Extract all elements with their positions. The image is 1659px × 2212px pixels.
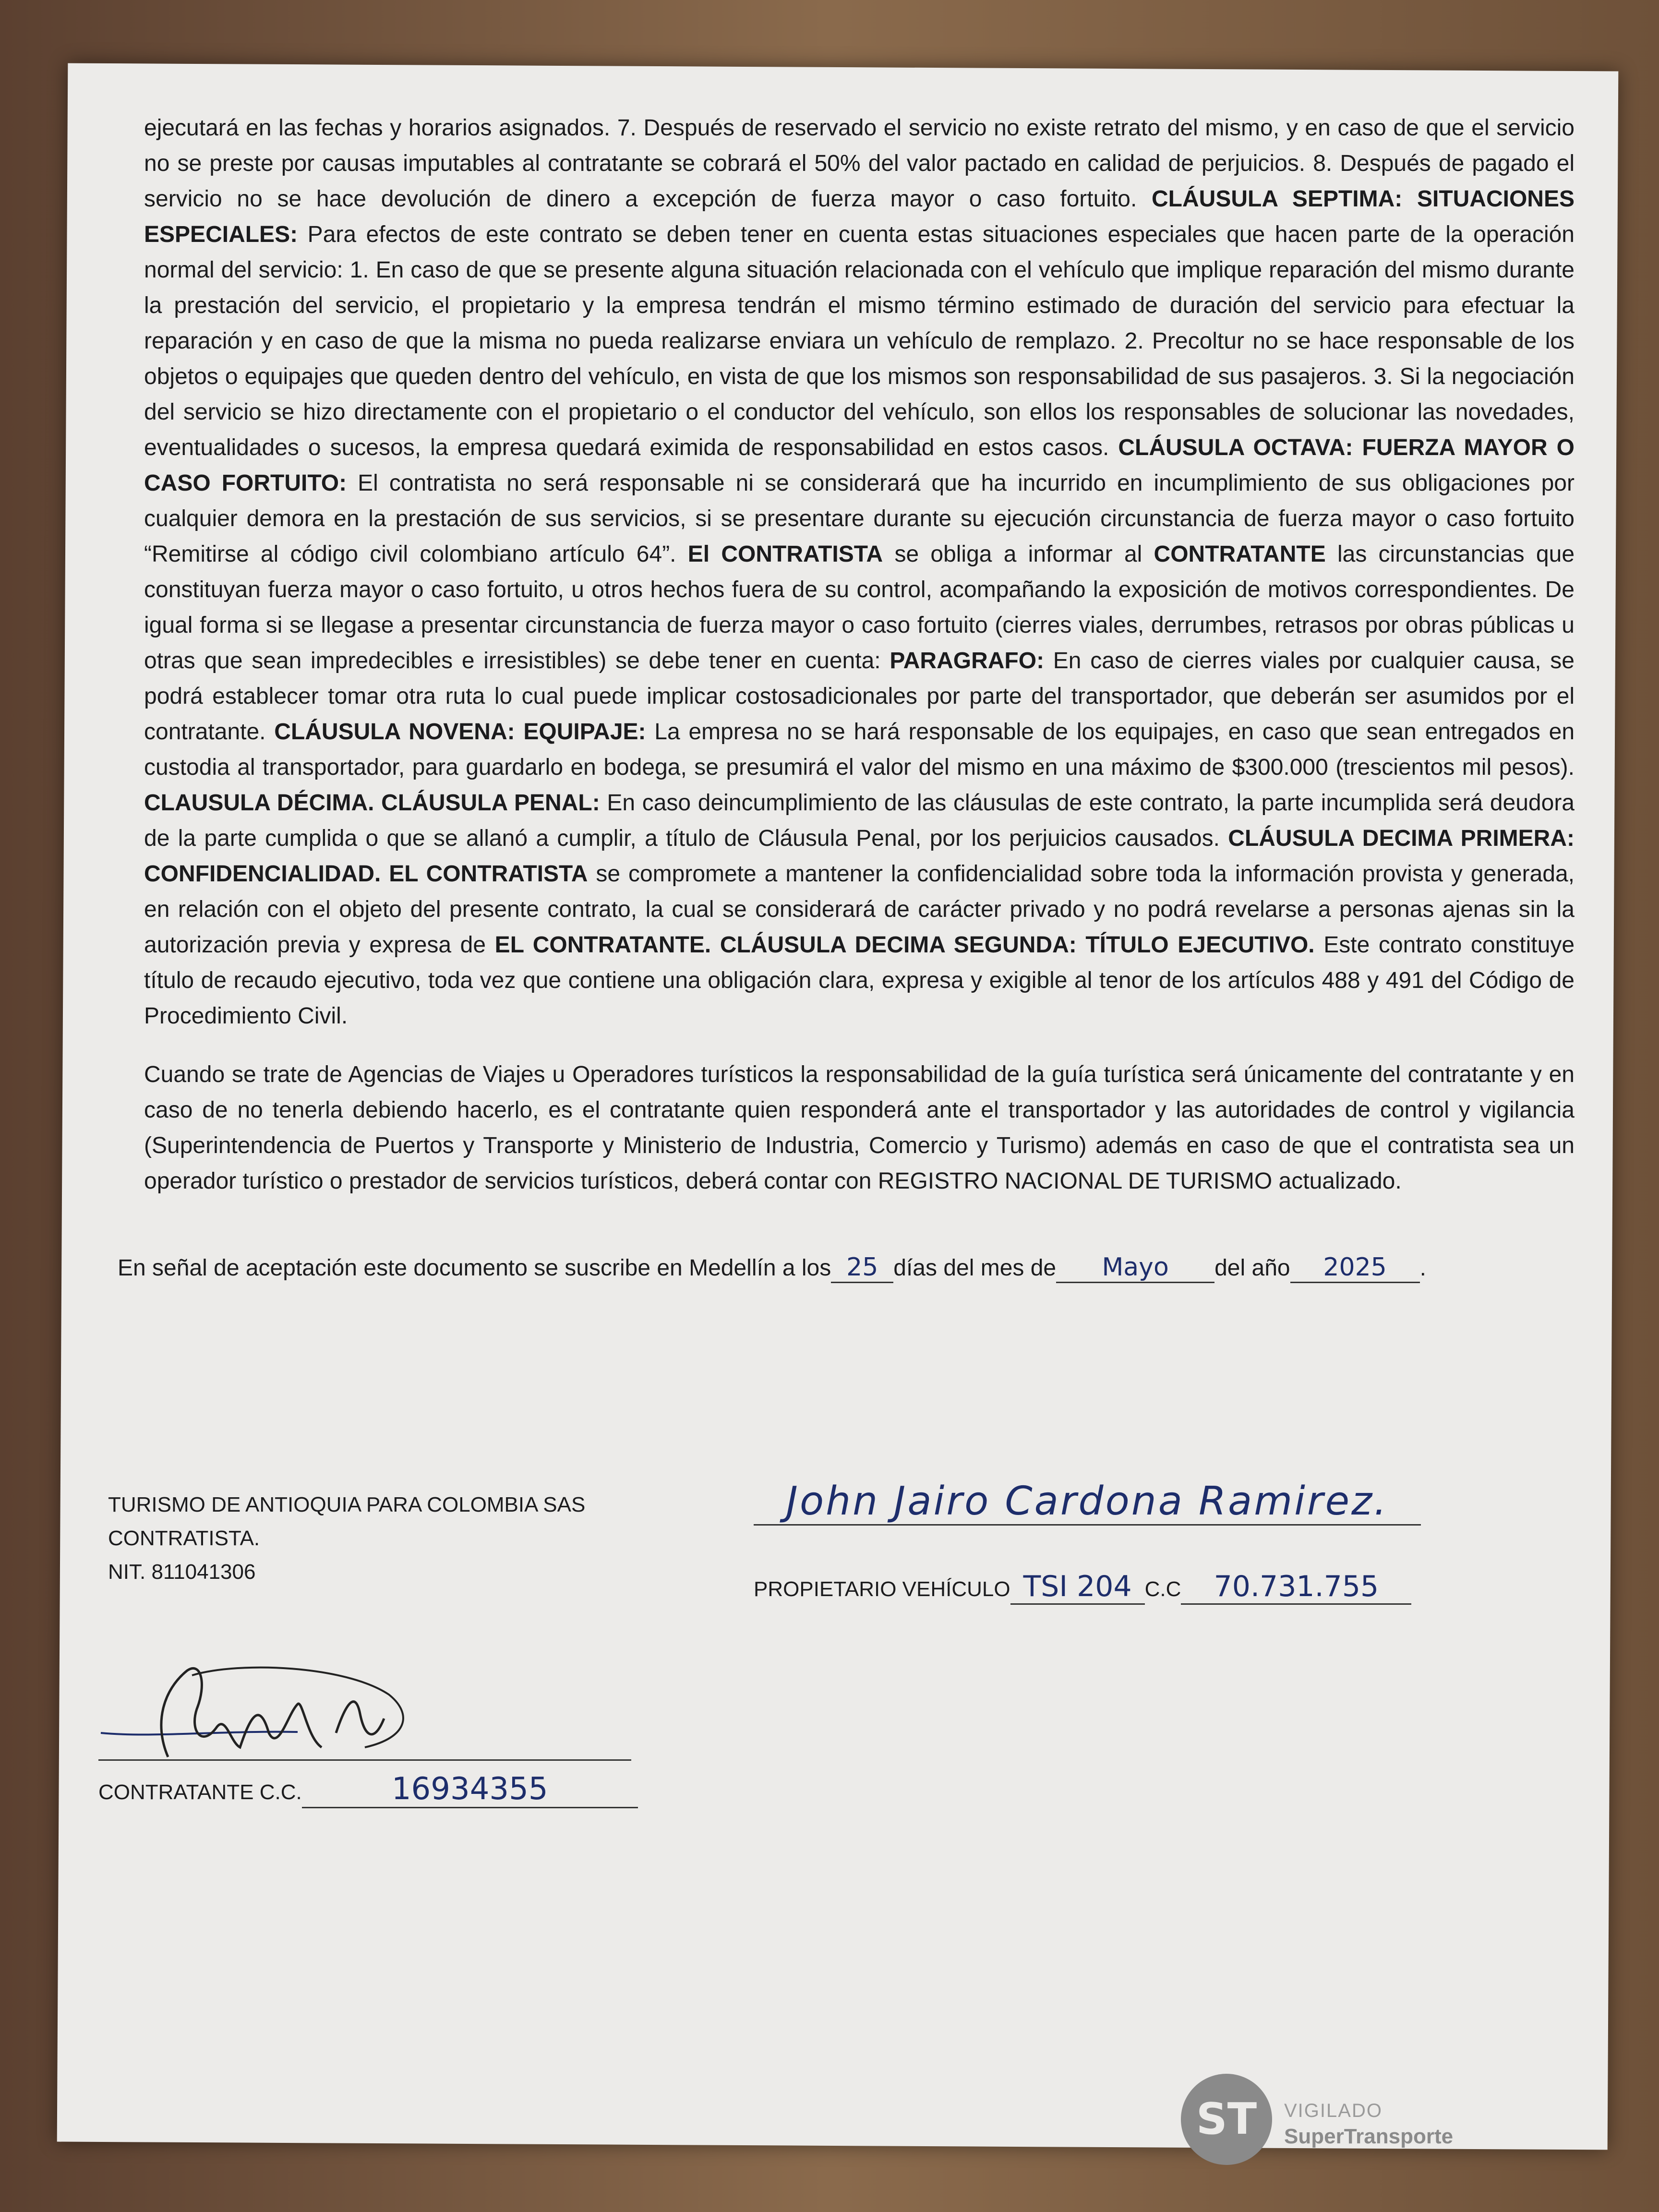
clause-text: se obliga a informar al	[883, 541, 1154, 567]
client-signature-line	[98, 1759, 631, 1761]
client-cc-handwritten: 16934355	[302, 1771, 638, 1808]
client-signature-scribble	[96, 1647, 648, 1771]
client-label: CONTRATANTE C.C.	[98, 1780, 302, 1804]
owner-label: PROPIETARIO VEHÍCULO	[754, 1577, 1010, 1601]
seal-logo-text: ST	[1196, 2094, 1257, 2144]
clause-text: El contratista no será responsable ni se considerará que ha incurrido en incumplimiento de sus obligaciones por cualquier demora en la prestación de sus servicios, si se presentare durante su ejecución circunstancia de fuerza mayor o caso fortuito “Remitirse al código civil colombiano artículo 64”.	[144, 470, 1575, 567]
clause-heading: PARAGRAFO:	[890, 648, 1045, 673]
clause-text: La empresa no se hará responsable de los equipajes, en caso que sean entregados en custodia al transportador, para guardarlo en bodega, se presumirá el valor del mismo en una máximo de $300.000 (trescientos mil pesos).	[144, 719, 1575, 780]
clause-text: Cuando se trate de Agencias de Viajes u Operadores turísticos la responsabilidad de la guía turística será únicamente del contratante y en caso de no tenerla debiendo hacerlo, es el contratante quien responderá ante el transportador y las autoridades de control y vigilancia (Superintendencia de Puertos y Transporte y Ministerio de Industria, Comercio y Turismo) además en caso de que el contratista sea un operador turístico o prestador de servicios turísticos, deberá contar con REGISTRO NACIONAL DE TURISMO actualizado.	[144, 1062, 1575, 1194]
year-handwritten: 2025	[1290, 1253, 1420, 1283]
clause-heading: CLÁUSULA SEPTIMA: SITUACIONES ESPECIALES:	[144, 186, 1575, 247]
clause-heading: EL CONTRATANTE. CLÁUSULA DECIMA SEGUNDA: TÍTULO EJECUTIVO.	[494, 932, 1315, 958]
clause-heading: CLÁUSULA OCTAVA: FUERZA MAYOR O CASO FORTUITO:	[144, 435, 1575, 496]
clause-text: Este contrato constituye título de recaudo ejecutivo, toda vez que contiene una obligación clara, expresa y exigible al tenor de los artículos 488 y 491 del Código de Procedimiento Civil.	[144, 932, 1575, 1029]
contract-body	[144, 110, 1575, 1222]
acceptance-line	[118, 1253, 1558, 1283]
owner-cc-label: C.C	[1144, 1577, 1181, 1601]
clause-heading: CONTRATANTE	[1154, 541, 1326, 567]
contractor-role: CONTRATISTA.	[108, 1527, 260, 1550]
seal-line1: VIGILADO	[1284, 2100, 1382, 2121]
day-handwritten: 25	[831, 1253, 893, 1283]
owner-cc-handwritten: 70.731.755	[1181, 1570, 1411, 1605]
acceptance-suffix: .	[1419, 1255, 1426, 1281]
clause-text: las circunstancias que constituyan fuerza mayor o caso fortuito, u otros hechos fuera de su control, acompañando la exposición de motivos correspondientes. De igual forma si se llegase a presentar circunstancia de fuerza mayor o caso fortuito (cierres viales, derrumbes, retrasos por obras públicas u otras que sean impredecibles e irresistibles) se debe tener en cuenta:	[144, 541, 1575, 673]
clause-text: se compromete a mantener la confidencialidad sobre toda la información provista y generada, en relación con el objeto del presente contrato, la cual se considerará de carácter privado y no podrá revelarse a personas ajenas sin la autorización previa y expresa de	[144, 861, 1575, 958]
clause-heading: CLÁUSULA NOVENA: EQUIPAJE:	[274, 719, 646, 745]
clause-text: ejecutará en las fechas y horarios asignados. 7. Después de reservado el servicio no existe retrato del mismo, y en caso de que el servicio no se preste por causas imputables al contratante se cobrará el 50% del valor pactado en calidad de perjuicios. 8. Después de pagado el servicio no se hace devolución de dinero a excepción de fuerza mayor o caso fortuito.	[144, 115, 1575, 212]
seal-line2: SuperTransporte	[1284, 2125, 1454, 2148]
contractor-name: TURISMO DE ANTIOQUIA PARA COLOMBIA SAS	[108, 1493, 586, 1516]
clause-text: Para efectos de este contrato se deben tener en cuenta estas situaciones especiales que hacen parte de la operación normal del servicio: 1. En caso de que se presente alguna situación relacionada con el vehículo que implique reparación del mismo durante la prestación del servicio, el propietario y la empresa tendrán el mismo término estimado de duración del servicio para efectuar la reparación y en caso de que la misma no pueda realizarse enviara un vehículo de remplazo. 2. Precoltur no se hace responsable de los objetos o equipajes que queden dentro del vehículo, en vista de que los mismos son responsabilidad de sus pasajeros. 3. Si la negociación del servicio se hizo directamente con el propietario o el conductor del vehículo, son ellos los responsables de solucionar las novedades, eventualidades o sucesos, la empresa quedará eximida de responsabilidad en estos casos.	[144, 222, 1575, 460]
vehicle-plate-handwritten: TSI 204	[1010, 1570, 1145, 1605]
clause-heading: CLAUSULA DÉCIMA. CLÁUSULA PENAL:	[144, 790, 600, 816]
owner-signature: John Jairo Cardona Ramirez.	[754, 1479, 1421, 1526]
clause-text: En caso deincumplimiento de las cláusulas de este contrato, la parte incumplida será deudora de la parte cumplida o que se allanó a cumplir, a título de Cláusula Penal, por los perjuicios causados.	[144, 790, 1575, 851]
month-handwritten: Mayo	[1056, 1253, 1214, 1283]
contract-clauses-paragraph	[144, 110, 1575, 1034]
clause-heading: El CONTRATISTA	[687, 541, 883, 567]
acceptance-prefix: En señal de aceptación este documento se suscribe en Medellín a los	[118, 1255, 831, 1281]
owner-id-line	[754, 1570, 1411, 1605]
contractor-block	[108, 1488, 585, 1589]
contractor-nit: NIT. 811041306	[108, 1560, 256, 1584]
clause-text: En caso de cierres viales por cualquier causa, se podrá establecer tomar otra ruta lo cual puede implicar costosadicionales por parte del transportador, que deberán ser asumidos por el contratante.	[144, 648, 1575, 745]
acceptance-mid2: del año	[1214, 1255, 1290, 1281]
vigilado-seal	[1284, 2098, 1453, 2150]
tour-operator-paragraph	[144, 1057, 1575, 1199]
clause-heading: CLÁUSULA DECIMA PRIMERA: CONFIDENCIALIDAD. EL CONTRATISTA	[144, 826, 1575, 887]
acceptance-mid1: días del mes de	[893, 1255, 1057, 1281]
client-id-line	[98, 1771, 638, 1808]
supertransporte-logo-icon	[1176, 2069, 1277, 2170]
